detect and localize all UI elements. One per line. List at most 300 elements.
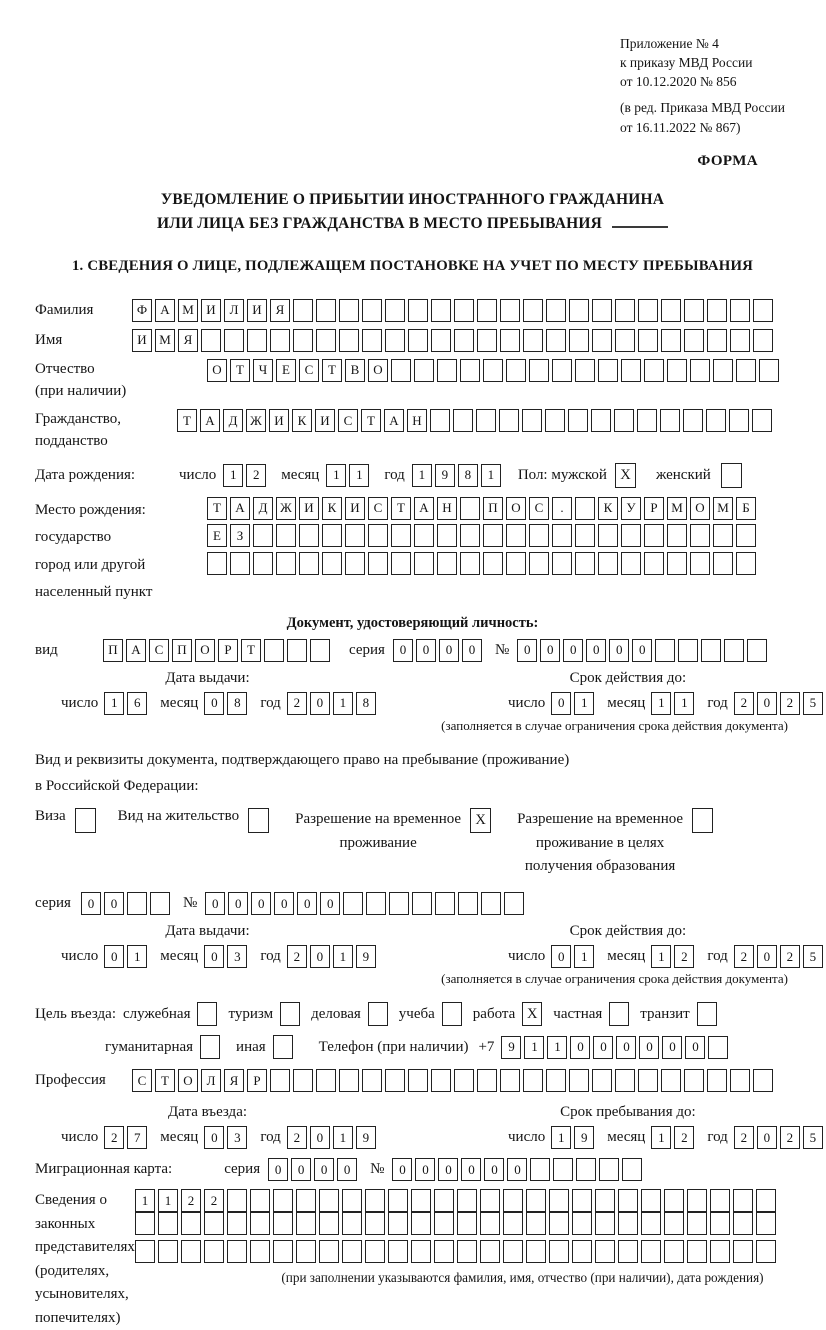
char-cell[interactable]: 0 (685, 1036, 705, 1059)
char-cell[interactable] (454, 299, 474, 322)
char-cell[interactable] (411, 1240, 431, 1263)
purpose-inaya-checkbox[interactable] (273, 1035, 293, 1059)
char-cell[interactable]: У (621, 497, 641, 520)
char-cell[interactable]: 2 (734, 692, 754, 715)
char-cell[interactable] (250, 1189, 270, 1212)
char-cell[interactable]: 0 (639, 1036, 659, 1059)
char-cell[interactable] (661, 1069, 681, 1092)
char-cell[interactable] (733, 1240, 753, 1263)
char-cell[interactable] (431, 1069, 451, 1092)
char-cell[interactable] (569, 329, 589, 352)
char-cell[interactable] (710, 1240, 730, 1263)
char-cell[interactable] (316, 329, 336, 352)
char-cell[interactable]: 0 (204, 945, 224, 968)
char-cell[interactable] (389, 892, 409, 915)
purpose-ucheba-checkbox[interactable] (442, 1002, 462, 1026)
char-cell[interactable]: 0 (104, 945, 124, 968)
char-cell[interactable] (546, 329, 566, 352)
char-cell[interactable]: 1 (651, 1126, 671, 1149)
gender-female-checkbox[interactable] (721, 463, 742, 488)
char-cell[interactable] (345, 524, 365, 547)
char-cell[interactable] (385, 1069, 405, 1092)
char-cell[interactable]: 0 (757, 945, 777, 968)
char-cell[interactable] (408, 299, 428, 322)
char-cell[interactable]: 1 (326, 464, 346, 487)
char-cell[interactable] (592, 329, 612, 352)
char-cell[interactable]: 1 (481, 464, 501, 487)
char-cell[interactable] (460, 524, 480, 547)
char-cell[interactable] (181, 1212, 201, 1235)
char-cell[interactable]: А (200, 409, 220, 432)
char-cell[interactable] (412, 892, 432, 915)
char-cell[interactable] (437, 552, 457, 575)
char-cell[interactable] (595, 1189, 615, 1212)
char-cell[interactable] (437, 524, 457, 547)
char-cell[interactable]: 2 (246, 464, 266, 487)
char-cell[interactable] (181, 1240, 201, 1263)
char-cell[interactable] (664, 1240, 684, 1263)
char-cell[interactable]: А (230, 497, 250, 520)
char-cell[interactable] (250, 1240, 270, 1263)
char-cell[interactable] (747, 639, 767, 662)
char-cell[interactable]: 0 (415, 1158, 435, 1181)
char-cell[interactable]: Т (361, 409, 381, 432)
char-cell[interactable] (273, 1240, 293, 1263)
char-cell[interactable]: Ч (253, 359, 273, 382)
char-cell[interactable] (299, 524, 319, 547)
char-cell[interactable]: К (322, 497, 342, 520)
char-cell[interactable]: В (345, 359, 365, 382)
char-cell[interactable] (483, 524, 503, 547)
char-cell[interactable] (227, 1240, 247, 1263)
purpose-chastnaya-checkbox[interactable] (609, 1002, 629, 1026)
char-cell[interactable]: 0 (310, 1126, 330, 1149)
char-cell[interactable] (572, 1240, 592, 1263)
char-cell[interactable] (598, 524, 618, 547)
char-cell[interactable]: Т (391, 497, 411, 520)
char-cell[interactable] (730, 329, 750, 352)
char-cell[interactable] (678, 639, 698, 662)
char-cell[interactable]: С (149, 639, 169, 662)
char-cell[interactable]: Т (230, 359, 250, 382)
char-cell[interactable]: 1 (158, 1189, 178, 1212)
char-cell[interactable] (687, 1240, 707, 1263)
char-cell[interactable] (477, 299, 497, 322)
char-cell[interactable]: 2 (287, 1126, 307, 1149)
char-cell[interactable]: П (103, 639, 123, 662)
char-cell[interactable] (621, 524, 641, 547)
char-cell[interactable]: 8 (227, 692, 247, 715)
char-cell[interactable] (641, 1240, 661, 1263)
char-cell[interactable]: Б (736, 497, 756, 520)
char-cell[interactable] (296, 1189, 316, 1212)
char-cell[interactable] (276, 524, 296, 547)
char-cell[interactable]: 0 (393, 639, 413, 662)
char-cell[interactable]: 1 (333, 1126, 353, 1149)
char-cell[interactable] (431, 329, 451, 352)
char-cell[interactable] (273, 1189, 293, 1212)
char-cell[interactable] (526, 1240, 546, 1263)
char-cell[interactable]: Д (223, 409, 243, 432)
char-cell[interactable] (385, 299, 405, 322)
char-cell[interactable] (615, 1069, 635, 1092)
char-cell[interactable] (227, 1189, 247, 1212)
char-cell[interactable]: 5 (803, 945, 823, 968)
char-cell[interactable] (569, 299, 589, 322)
char-cell[interactable] (592, 1069, 612, 1092)
char-cell[interactable] (264, 639, 284, 662)
char-cell[interactable]: О (178, 1069, 198, 1092)
char-cell[interactable]: О (506, 497, 526, 520)
char-cell[interactable] (299, 552, 319, 575)
char-cell[interactable] (637, 409, 657, 432)
char-cell[interactable]: С (132, 1069, 152, 1092)
char-cell[interactable] (614, 409, 634, 432)
char-cell[interactable]: 1 (524, 1036, 544, 1059)
char-cell[interactable] (201, 329, 221, 352)
purpose-delovaya-checkbox[interactable] (368, 1002, 388, 1026)
char-cell[interactable]: 0 (570, 1036, 590, 1059)
char-cell[interactable]: 0 (517, 639, 537, 662)
char-cell[interactable] (365, 1212, 385, 1235)
char-cell[interactable] (408, 1069, 428, 1092)
char-cell[interactable]: 7 (127, 1126, 147, 1149)
char-cell[interactable] (641, 1212, 661, 1235)
char-cell[interactable] (710, 1189, 730, 1212)
char-cell[interactable]: С (299, 359, 319, 382)
char-cell[interactable]: 1 (574, 692, 594, 715)
char-cell[interactable]: 1 (651, 945, 671, 968)
char-cell[interactable] (529, 524, 549, 547)
char-cell[interactable] (568, 409, 588, 432)
char-cell[interactable] (460, 552, 480, 575)
char-cell[interactable]: 3 (227, 1126, 247, 1149)
char-cell[interactable] (546, 1069, 566, 1092)
char-cell[interactable]: И (247, 299, 267, 322)
char-cell[interactable]: 5 (803, 692, 823, 715)
char-cell[interactable]: 2 (287, 945, 307, 968)
char-cell[interactable] (388, 1240, 408, 1263)
char-cell[interactable]: 1 (223, 464, 243, 487)
char-cell[interactable] (730, 299, 750, 322)
char-cell[interactable] (270, 329, 290, 352)
char-cell[interactable] (707, 329, 727, 352)
char-cell[interactable] (684, 329, 704, 352)
char-cell[interactable] (276, 552, 296, 575)
char-cell[interactable] (618, 1212, 638, 1235)
char-cell[interactable] (730, 1069, 750, 1092)
char-cell[interactable]: А (414, 497, 434, 520)
char-cell[interactable]: 1 (349, 464, 369, 487)
char-cell[interactable]: 0 (632, 639, 652, 662)
char-cell[interactable]: 0 (392, 1158, 412, 1181)
char-cell[interactable] (575, 359, 595, 382)
char-cell[interactable]: 0 (551, 692, 571, 715)
char-cell[interactable] (575, 497, 595, 520)
char-cell[interactable] (411, 1212, 431, 1235)
char-cell[interactable]: И (201, 299, 221, 322)
char-cell[interactable] (454, 329, 474, 352)
char-cell[interactable] (227, 1212, 247, 1235)
char-cell[interactable]: 0 (540, 639, 560, 662)
char-cell[interactable]: 9 (501, 1036, 521, 1059)
char-cell[interactable]: 0 (438, 1158, 458, 1181)
purpose-sluzhebnaya-checkbox[interactable] (197, 1002, 217, 1026)
char-cell[interactable]: 0 (439, 639, 459, 662)
char-cell[interactable]: 1 (104, 692, 124, 715)
char-cell[interactable] (500, 1069, 520, 1092)
char-cell[interactable] (391, 552, 411, 575)
char-cell[interactable] (713, 524, 733, 547)
char-cell[interactable] (575, 524, 595, 547)
char-cell[interactable]: 0 (462, 639, 482, 662)
char-cell[interactable] (430, 409, 450, 432)
char-cell[interactable]: 6 (127, 692, 147, 715)
char-cell[interactable] (457, 1212, 477, 1235)
char-cell[interactable] (660, 409, 680, 432)
residence-permit-checkbox[interactable] (248, 808, 269, 833)
char-cell[interactable] (342, 1189, 362, 1212)
char-cell[interactable] (753, 329, 773, 352)
char-cell[interactable] (319, 1212, 339, 1235)
char-cell[interactable]: 9 (574, 1126, 594, 1149)
char-cell[interactable]: 0 (310, 692, 330, 715)
char-cell[interactable]: 0 (593, 1036, 613, 1059)
char-cell[interactable] (621, 552, 641, 575)
char-cell[interactable]: 0 (291, 1158, 311, 1181)
char-cell[interactable]: А (126, 639, 146, 662)
char-cell[interactable] (526, 1212, 546, 1235)
char-cell[interactable]: 0 (416, 639, 436, 662)
char-cell[interactable] (530, 1158, 550, 1181)
char-cell[interactable]: 2 (181, 1189, 201, 1212)
char-cell[interactable] (500, 329, 520, 352)
char-cell[interactable] (707, 299, 727, 322)
char-cell[interactable] (506, 359, 526, 382)
char-cell[interactable]: 0 (205, 892, 225, 915)
char-cell[interactable] (687, 1212, 707, 1235)
char-cell[interactable] (684, 299, 704, 322)
char-cell[interactable]: 2 (780, 945, 800, 968)
char-cell[interactable] (576, 1158, 596, 1181)
char-cell[interactable] (150, 892, 170, 915)
temp-residence-edu-checkbox[interactable] (692, 808, 713, 833)
char-cell[interactable] (319, 1240, 339, 1263)
char-cell[interactable] (296, 1212, 316, 1235)
char-cell[interactable] (483, 359, 503, 382)
char-cell[interactable]: К (292, 409, 312, 432)
char-cell[interactable] (598, 359, 618, 382)
char-cell[interactable]: 1 (551, 1126, 571, 1149)
char-cell[interactable]: 9 (435, 464, 455, 487)
char-cell[interactable] (385, 329, 405, 352)
char-cell[interactable] (135, 1240, 155, 1263)
char-cell[interactable] (339, 1069, 359, 1092)
char-cell[interactable]: 2 (674, 945, 694, 968)
char-cell[interactable]: Я (178, 329, 198, 352)
char-cell[interactable]: 9 (356, 1126, 376, 1149)
char-cell[interactable] (707, 1069, 727, 1092)
char-cell[interactable]: 0 (204, 692, 224, 715)
char-cell[interactable] (253, 524, 273, 547)
char-cell[interactable] (414, 359, 434, 382)
char-cell[interactable] (503, 1212, 523, 1235)
char-cell[interactable]: 1 (412, 464, 432, 487)
char-cell[interactable]: 0 (337, 1158, 357, 1181)
char-cell[interactable] (661, 329, 681, 352)
char-cell[interactable]: Т (207, 497, 227, 520)
char-cell[interactable]: 0 (609, 639, 629, 662)
char-cell[interactable] (549, 1212, 569, 1235)
char-cell[interactable] (595, 1212, 615, 1235)
char-cell[interactable] (549, 1240, 569, 1263)
char-cell[interactable] (592, 299, 612, 322)
char-cell[interactable] (526, 1189, 546, 1212)
char-cell[interactable] (408, 329, 428, 352)
char-cell[interactable]: И (315, 409, 335, 432)
char-cell[interactable] (638, 329, 658, 352)
char-cell[interactable] (618, 1189, 638, 1212)
char-cell[interactable] (684, 1069, 704, 1092)
char-cell[interactable] (273, 1212, 293, 1235)
char-cell[interactable]: И (345, 497, 365, 520)
char-cell[interactable] (477, 1069, 497, 1092)
char-cell[interactable] (552, 552, 572, 575)
char-cell[interactable] (546, 299, 566, 322)
visa-checkbox[interactable] (75, 808, 96, 833)
char-cell[interactable]: И (132, 329, 152, 352)
char-cell[interactable] (752, 409, 772, 432)
char-cell[interactable] (339, 329, 359, 352)
char-cell[interactable] (362, 299, 382, 322)
char-cell[interactable] (644, 524, 664, 547)
char-cell[interactable]: Т (322, 359, 342, 382)
char-cell[interactable] (500, 299, 520, 322)
char-cell[interactable] (343, 892, 363, 915)
char-cell[interactable] (523, 329, 543, 352)
char-cell[interactable] (368, 552, 388, 575)
char-cell[interactable] (287, 639, 307, 662)
char-cell[interactable]: И (299, 497, 319, 520)
char-cell[interactable]: 0 (563, 639, 583, 662)
char-cell[interactable] (391, 524, 411, 547)
char-cell[interactable]: И (269, 409, 289, 432)
char-cell[interactable] (572, 1189, 592, 1212)
char-cell[interactable] (362, 329, 382, 352)
char-cell[interactable] (733, 1212, 753, 1235)
char-cell[interactable]: 0 (310, 945, 330, 968)
char-cell[interactable]: А (384, 409, 404, 432)
char-cell[interactable]: 0 (204, 1126, 224, 1149)
char-cell[interactable]: Р (218, 639, 238, 662)
char-cell[interactable] (756, 1189, 776, 1212)
char-cell[interactable]: Н (437, 497, 457, 520)
char-cell[interactable]: 0 (757, 692, 777, 715)
char-cell[interactable]: 1 (135, 1189, 155, 1212)
char-cell[interactable] (345, 552, 365, 575)
char-cell[interactable] (708, 1036, 728, 1059)
char-cell[interactable]: О (690, 497, 710, 520)
char-cell[interactable] (460, 497, 480, 520)
char-cell[interactable]: 0 (81, 892, 101, 915)
char-cell[interactable]: 2 (104, 1126, 124, 1149)
char-cell[interactable] (736, 524, 756, 547)
char-cell[interactable] (319, 1189, 339, 1212)
char-cell[interactable] (615, 329, 635, 352)
char-cell[interactable]: М (667, 497, 687, 520)
char-cell[interactable]: 0 (274, 892, 294, 915)
char-cell[interactable] (683, 409, 703, 432)
char-cell[interactable] (270, 1069, 290, 1092)
char-cell[interactable]: 2 (734, 945, 754, 968)
char-cell[interactable]: 3 (227, 945, 247, 968)
char-cell[interactable] (644, 359, 664, 382)
char-cell[interactable] (753, 299, 773, 322)
char-cell[interactable]: . (552, 497, 572, 520)
char-cell[interactable]: 5 (803, 1126, 823, 1149)
char-cell[interactable]: Я (270, 299, 290, 322)
char-cell[interactable] (434, 1240, 454, 1263)
char-cell[interactable] (480, 1240, 500, 1263)
char-cell[interactable]: Н (407, 409, 427, 432)
char-cell[interactable] (158, 1240, 178, 1263)
char-cell[interactable] (523, 299, 543, 322)
char-cell[interactable] (224, 329, 244, 352)
char-cell[interactable] (499, 409, 519, 432)
char-cell[interactable] (457, 1240, 477, 1263)
char-cell[interactable] (339, 299, 359, 322)
char-cell[interactable] (522, 409, 542, 432)
temp-residence-checkbox[interactable]: X (470, 808, 491, 833)
char-cell[interactable]: 0 (461, 1158, 481, 1181)
char-cell[interactable]: Т (155, 1069, 175, 1092)
char-cell[interactable] (575, 552, 595, 575)
char-cell[interactable]: С (529, 497, 549, 520)
char-cell[interactable] (253, 552, 273, 575)
char-cell[interactable] (457, 1189, 477, 1212)
char-cell[interactable] (638, 299, 658, 322)
purpose-rabota-checkbox[interactable]: X (522, 1002, 542, 1026)
char-cell[interactable] (733, 1189, 753, 1212)
char-cell[interactable]: Е (276, 359, 296, 382)
char-cell[interactable] (204, 1212, 224, 1235)
char-cell[interactable] (506, 552, 526, 575)
char-cell[interactable] (388, 1212, 408, 1235)
char-cell[interactable]: 0 (662, 1036, 682, 1059)
char-cell[interactable]: 0 (297, 892, 317, 915)
char-cell[interactable] (293, 1069, 313, 1092)
char-cell[interactable] (414, 552, 434, 575)
char-cell[interactable] (247, 329, 267, 352)
char-cell[interactable] (701, 639, 721, 662)
char-cell[interactable]: 1 (333, 692, 353, 715)
char-cell[interactable]: 1 (127, 945, 147, 968)
char-cell[interactable] (644, 552, 664, 575)
char-cell[interactable] (503, 1189, 523, 1212)
char-cell[interactable] (158, 1212, 178, 1235)
char-cell[interactable]: 0 (484, 1158, 504, 1181)
char-cell[interactable]: 2 (287, 692, 307, 715)
char-cell[interactable] (322, 552, 342, 575)
char-cell[interactable] (460, 359, 480, 382)
char-cell[interactable] (621, 359, 641, 382)
char-cell[interactable] (127, 892, 147, 915)
char-cell[interactable]: К (598, 497, 618, 520)
char-cell[interactable]: 2 (780, 1126, 800, 1149)
char-cell[interactable] (553, 1158, 573, 1181)
char-cell[interactable] (729, 409, 749, 432)
char-cell[interactable]: Ж (276, 497, 296, 520)
